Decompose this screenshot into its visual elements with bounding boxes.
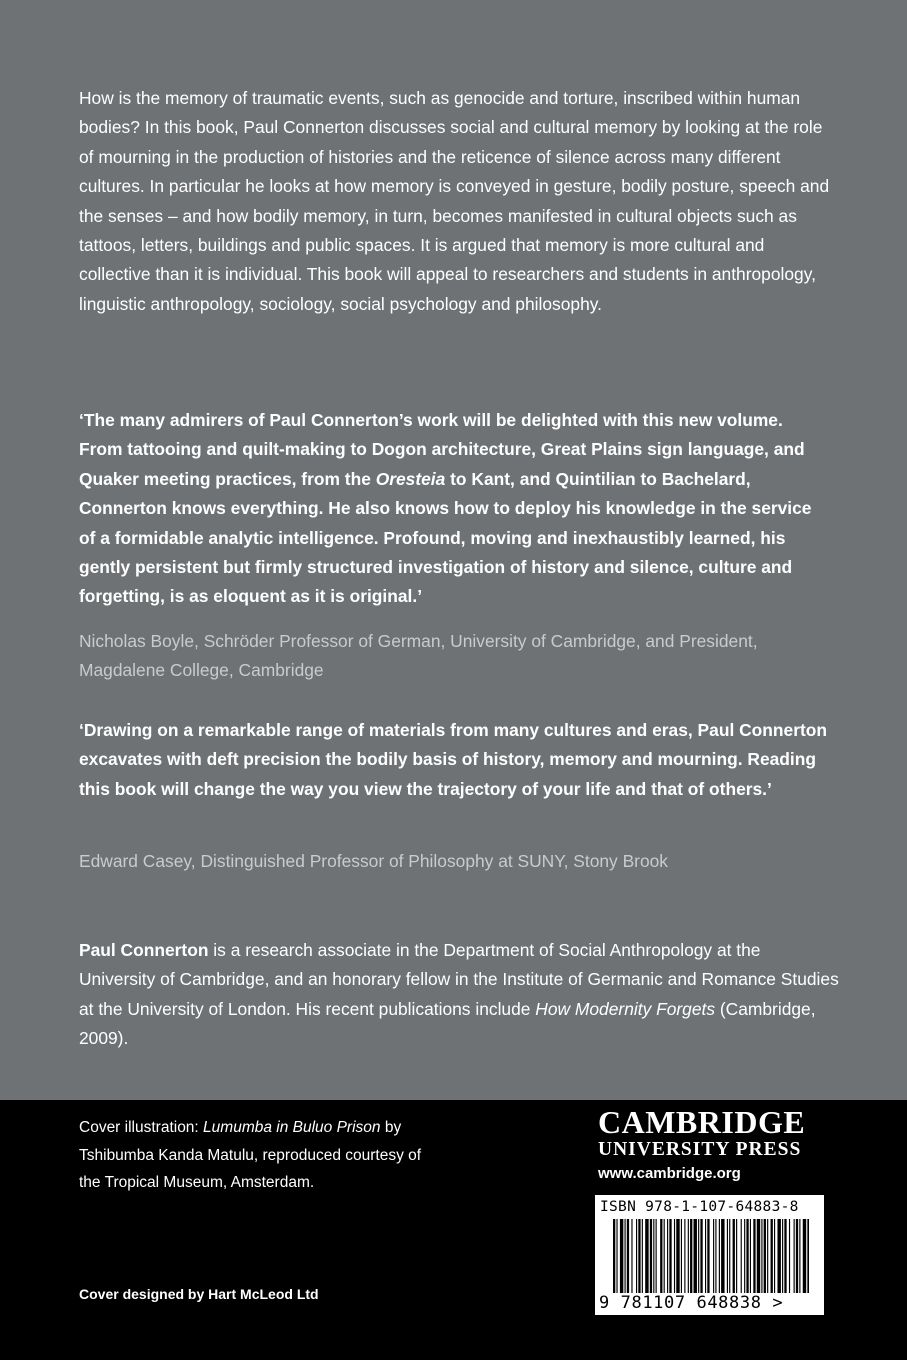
barcode-bar: [764, 1219, 766, 1293]
barcode-bars: [613, 1219, 809, 1293]
barcode-bar: [642, 1219, 643, 1293]
barcode-bar: [721, 1219, 724, 1293]
author-bio: [79, 936, 839, 1054]
barcode-bar: [746, 1219, 748, 1293]
barcode-bar: [681, 1219, 682, 1293]
barcode-bar: [684, 1219, 685, 1293]
publisher-subtitle: UNIVERSITY PRESS: [598, 1139, 802, 1160]
barcode-bar: [707, 1219, 709, 1293]
barcode-bar: [796, 1219, 798, 1293]
barcode-bar: [733, 1219, 735, 1293]
credit-rest: by Tshibumba Kanda Matulu, reproduced courtesy of the Tropical Museum, Amsterdam.: [79, 1119, 422, 1191]
barcode-bar: [757, 1219, 760, 1293]
barcode-bar: [694, 1219, 697, 1293]
barcode-bar: [688, 1219, 689, 1293]
barcode-bar: [627, 1219, 629, 1293]
quote-1-text-b: to Kant, and Quintilian to Bachelard, Connerton knows everything. He also knows how to deploy his knowledge in the service of a formidable analytic intelligence. Profound, moving and inexhaustibly learned, his gently persistent but firmly structured investigation of history and silence, culture and forgetting, is as eloquent as it is original.’: [79, 468, 812, 607]
barcode-bar: [715, 1219, 716, 1293]
barcode-bar: [625, 1219, 626, 1293]
barcode-bar: [700, 1219, 702, 1293]
cover-illustration-credit: [79, 1114, 439, 1197]
barcode-bar: [719, 1219, 720, 1293]
barcode-bar: [784, 1219, 786, 1293]
publisher-url: www.cambridge.org: [598, 1165, 741, 1182]
author-bio-text-b: (Cambridge, 2009).: [79, 998, 816, 1049]
credit-prefix: Cover illustration:: [79, 1119, 204, 1136]
barcode-bar: [729, 1219, 730, 1293]
barcode-bar: [741, 1219, 742, 1293]
barcode-bar: [771, 1219, 773, 1293]
barcode-bar: [650, 1219, 652, 1293]
cover-designer-credit: Cover designed by Hart McLeod Ltd: [79, 1286, 319, 1302]
publisher-name: CAMBRIDGE: [598, 1104, 806, 1140]
barcode-bar: [613, 1219, 615, 1293]
barcode-bar: [713, 1219, 714, 1293]
barcode-bar: [736, 1219, 737, 1293]
barcode-bar: [705, 1219, 706, 1293]
barcode-bar: [656, 1219, 657, 1293]
barcode-bar: [660, 1219, 662, 1293]
endorsement-quote-2: ‘Drawing on a remarkable range of materials from many cultures and eras, Paul Connerton excavates with deft precision the bodily basis of history, memory and mourning. Reading this book will change the way you view the trajectory of your life and that of others.’: [79, 720, 828, 799]
publisher-logo: [598, 1105, 828, 1185]
barcode-bar: [636, 1219, 637, 1293]
barcode-bar: [698, 1219, 699, 1293]
barcode-bar: [807, 1219, 809, 1293]
barcode-bar: [616, 1219, 617, 1293]
barcode-bar: [653, 1219, 654, 1293]
quote-1-text-a: ‘The many admirers of Paul Connerton’s work will be delighted with this new volume. From tattooing and quilt-making to Dogon architecture, Great Plains sign language, and Quaker meeting practices, from the: [79, 410, 805, 489]
barcode-bar: [774, 1219, 775, 1293]
author-bio-book-title: How Modernity Forgets: [535, 998, 716, 1019]
endorsement-attribution-1: Nicholas Boyle, Schröder Professor of German, University of Cambridge, and President, Magdalene College, Cambridge: [79, 631, 758, 681]
barcode-bar: [669, 1219, 671, 1293]
barcode-bar: [631, 1219, 632, 1293]
isbn-label: ISBN 978-1-107-64883-8: [600, 1199, 799, 1215]
barcode-bar: [794, 1219, 795, 1293]
quote-1-italic-title: Oresteia: [375, 468, 446, 489]
barcode-bar: [782, 1219, 783, 1293]
barcode-bar: [645, 1219, 648, 1293]
barcode-bar: [620, 1219, 623, 1293]
barcode-bar: [789, 1219, 790, 1293]
barcode-bar: [799, 1219, 800, 1293]
barcode-bar: [667, 1219, 668, 1293]
barcode-bar: [761, 1219, 762, 1293]
barcode-bar: [674, 1219, 675, 1293]
barcode-bar: [777, 1219, 780, 1293]
barcode-bar: [750, 1219, 751, 1293]
author-name: Paul Connerton: [79, 940, 209, 960]
barcode-bar: [744, 1219, 745, 1293]
barcode-digits: 9 781107 648838 >: [599, 1293, 784, 1313]
barcode-bar: [664, 1219, 665, 1293]
author-bio-text-a: is a research associate in the Department of Social Anthropology at the University of Cambridge, and an honorary fellow in the Institute of Germanic and Romance Studies at the University of London. His recent publications include: [79, 940, 839, 1019]
barcode-bar: [676, 1219, 679, 1293]
barcode-bar: [753, 1219, 755, 1293]
isbn-barcode: [595, 1195, 824, 1315]
barcode-bar: [690, 1219, 692, 1293]
barcode-bar: [767, 1219, 768, 1293]
endorsement-attribution-2: Edward Casey, Distinguished Professor of Philosophy at SUNY, Stony Brook: [79, 851, 668, 871]
endorsement-quote-1: [79, 406, 829, 612]
book-description: How is the memory of traumatic events, such as genocide and torture, inscribed within human bodies? In this book, Paul Connerton discusses social and cultural memory by looking at the role of mourning in the production of histories and the reticence of silence across many different cultures. In particular he looks at how memory is conveyed in gesture, bodily posture, speech and the senses – and how bodily memory, in turn, becomes manifested in cultural objects such as tattoos, letters, buildings and public spaces. It is argued that memory is more cultural and collective than it is individual. This book will appeal to researchers and students in anthropology, linguistic anthropology, sociology, social psychology and philosophy.: [79, 88, 830, 314]
barcode-bar: [803, 1219, 806, 1293]
barcode-bar: [638, 1219, 640, 1293]
back-cover-footer: [0, 1100, 907, 1360]
barcode-bar: [727, 1219, 728, 1293]
credit-artwork-title: Lumumba in Buluo Prison: [203, 1119, 381, 1136]
